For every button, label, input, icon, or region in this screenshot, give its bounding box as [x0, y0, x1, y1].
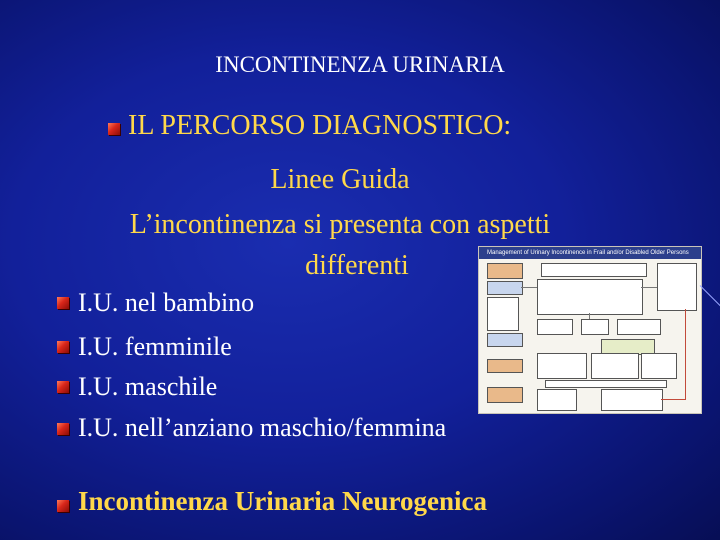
flowchart-box: [537, 353, 587, 379]
flowchart-connector: [685, 309, 686, 399]
flowchart-box: [581, 319, 609, 335]
subtitle-line-3: differenti: [305, 250, 409, 281]
list-item: I.U. femminile: [78, 332, 232, 361]
flowchart-box: [487, 263, 523, 279]
bullet-icon: [57, 341, 69, 353]
flowchart-box: [537, 279, 643, 315]
list-item: I.U. maschile: [78, 372, 218, 401]
flowchart-box: [541, 263, 647, 277]
flowchart-box: [487, 333, 523, 347]
flowchart-box: [487, 297, 519, 331]
highlight-item: Incontinenza Urinaria Neurogenica: [78, 486, 487, 516]
flowchart-connector: [641, 287, 657, 288]
slide-title: INCONTINENZA URINARIA: [215, 52, 505, 77]
flowchart-box: [487, 359, 523, 373]
bullet-icon: [57, 381, 69, 393]
bullet-icon: [57, 423, 69, 435]
flowchart-box: [537, 319, 573, 335]
flowchart-connector: [521, 287, 537, 288]
flowchart-box: [591, 353, 639, 379]
subtitle-line-2: L’incontinenza si presenta con aspetti: [129, 209, 551, 240]
decorative-line: [700, 285, 720, 308]
flowchart-box: [641, 353, 677, 379]
flowchart-connector: [589, 313, 590, 319]
flowchart-box: [601, 389, 663, 411]
list-item: I.U. nel bambino: [78, 288, 255, 317]
flowchart-box: [657, 263, 697, 311]
flowchart-header: Management of Urinary Incontinence in Frail and/or Disabled Older Persons: [479, 247, 701, 259]
bullet-icon: [57, 500, 69, 512]
bullet-icon: [108, 123, 120, 135]
flowchart-box: [617, 319, 661, 335]
flowchart-image: [478, 246, 702, 414]
flowchart-box: [545, 380, 667, 388]
subtitle-line-1: Linee Guida: [270, 164, 410, 195]
flowchart-connector: [661, 399, 686, 400]
flowchart-box: [487, 387, 523, 403]
list-item: I.U. nell’anziano maschio/femmina: [78, 413, 447, 442]
section-heading: IL PERCORSO DIAGNOSTICO:: [128, 110, 512, 141]
flowchart-box: [487, 281, 523, 295]
flowchart-box: [537, 389, 577, 411]
bullet-icon: [57, 297, 69, 309]
